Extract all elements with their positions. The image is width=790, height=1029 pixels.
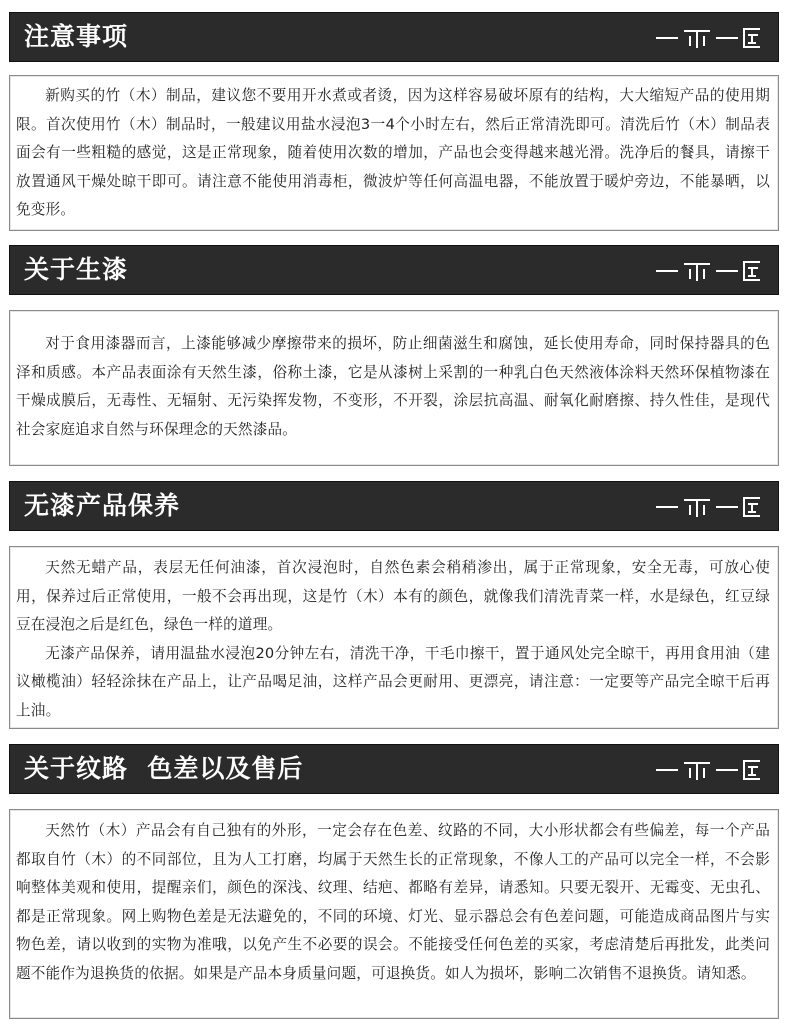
paragraph: 天然竹（木）产品会有自己独有的外形，一定会存在色差、纹路的不同，大小形状都会有些偏差，每一个产品都取自竹（木）的不同部位，且为人工打磨，均属于天然生长的正常现象，不像人工的产品可以完全一样，不会影响整体美观和使用，提醒亲们，颜色的深浅、纹理、结疤、都略有差异，请悉知。只要无裂开、无霉变、无虫孔、都是正常现象。网上购物色差是无法避免的，不同的环境、灯光、显示器总会有色差问题，可能造成商品图片与实物色差，请以收到的实物为准哦，以免产生不必要的误会。不能接受任何色差的买家，考虑清楚后再批发，此类问题不能作为退换货的依据。如果是产品本身质量问题，可退换货。如人为损坏，影响二次销售不退换货。请知悉。 (16, 822, 770, 982)
brand-logo-icon (654, 495, 764, 519)
section-header-texture-aftersales (9, 744, 779, 794)
section-header-unlacquered-care (9, 481, 779, 531)
paragraph: 无漆产品保养，请用温盐水浸泡20分钟左右，清洗干净，干毛巾擦干，置于通风处完全晾干，再用食用油（建议橄榄油）轻轻涂抹在产品上，让产品喝足油，这样产品会更耐用、更漂亮，请注意：一定要等产品完全晾干后再上油。 (16, 644, 770, 719)
paragraph: 新购买的竹（木）制品，建议您不要用开水煮或者烫，因为这样容易破坏原有的结构，大大缩短产品的使用期限。首次使用竹（木）制品时，一般建议用盐水浸泡3一4个小时左右，然后正常清洗即可。清洗后竹（木）制品表面会有一些粗糙的感觉，这是正常现象，随着使用次数的增加，产品也会变得越来越光滑。洗净后的餐具，请擦干放置通风干燥处晾干即可。请注意不能使用消毒柜，微波炉等任何高温电器，不能放置于暖炉旁边，不能暴晒，以免变形。 (16, 87, 770, 218)
section-title: 注意事项 (24, 22, 129, 51)
section-body-texture-aftersales (9, 809, 779, 1019)
paragraph: 对于食用漆器而言，上漆能够减少摩擦带来的损坏，防止细菌滋生和腐蚀，延长使用寿命，同时保持器具的色泽和质感。本产品表面涂有天然生漆，俗称土漆，它是从漆树上采割的一种乳白色天然液体涂料天然环保植物漆在干燥成膜后，无毒性、无辐射、无污染挥发物，不变形，不开裂，涂层抗高温、耐氧化耐磨擦、持久性佳，是现代社会家庭追求自然与环保理念的天然漆品。 (16, 335, 770, 438)
brand-logo-icon (654, 26, 764, 50)
section-body-unlacquered-care (9, 546, 779, 729)
section-title: 关于纹路 色差以及售后 (24, 754, 304, 783)
section-body-lacquer (9, 310, 779, 466)
brand-logo-icon (654, 758, 764, 782)
paragraph: 天然无蜡产品，表层无任何油漆，首次浸泡时，自然色素会稍稍渗出，属于正常现象，安全无毒，可放心使用，保养过后正常使用，一般不会再出现，这是竹（木）本有的颜色，就像我们清洗青菜一样，水是绿色，红豆绿豆在浸泡之后是红色，绿色一样的道理。 (16, 559, 770, 633)
section-body-notice (9, 75, 779, 231)
section-header-notice (9, 12, 779, 62)
brand-logo-icon (654, 259, 764, 283)
section-header-lacquer (9, 245, 779, 295)
section-title: 无漆产品保养 (24, 491, 181, 520)
section-title: 关于生漆 (24, 255, 129, 284)
